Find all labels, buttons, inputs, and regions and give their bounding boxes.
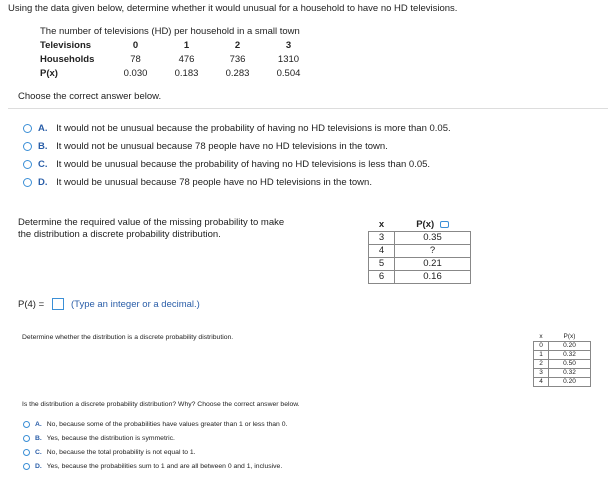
- cell-p: 0.20: [549, 342, 591, 351]
- option-text: It would be unusual because the probability of having no HD televisions is less than 0.05.: [56, 159, 431, 170]
- table-row: [534, 351, 591, 360]
- copy-icon[interactable]: [440, 221, 449, 228]
- cell-x: 3: [369, 232, 395, 245]
- discrete-option-c-radio[interactable]: [23, 449, 30, 456]
- discrete-option-b-radio[interactable]: [23, 435, 30, 442]
- table-cell: 2: [234, 40, 241, 51]
- row-label: P(x): [40, 68, 58, 79]
- cell-p: 0.32: [549, 351, 591, 360]
- cell-p: 0.21: [395, 258, 471, 271]
- table-cell: 476: [178, 54, 195, 65]
- header-px-label: P(x): [416, 219, 435, 230]
- option-text: It would not be unusual because 78 people have no HD televisions in the town.: [56, 141, 388, 152]
- answer-label: P(4) =: [18, 299, 45, 310]
- table-row: [369, 245, 471, 258]
- discrete-option-b[interactable]: [35, 434, 175, 443]
- table-cell: 3: [285, 40, 292, 51]
- table-row: [534, 360, 591, 369]
- divider: [8, 108, 608, 109]
- table-row: [369, 258, 471, 271]
- header-x: x: [369, 219, 395, 232]
- answer-input[interactable]: [52, 298, 64, 310]
- table-cell: 736: [229, 54, 246, 65]
- option-letter: B.: [35, 435, 42, 442]
- table-row: [40, 53, 314, 67]
- table-cell: 78: [130, 54, 141, 65]
- table-cell: 1310: [277, 54, 300, 65]
- option-text: It would not be unusual because the probability of having no HD televisions is more than 0.05.: [56, 123, 451, 134]
- instruction-text: Choose the correct answer below.: [18, 91, 162, 102]
- option-letter: C.: [38, 159, 48, 170]
- cell-p: 0.32: [549, 369, 591, 378]
- discrete-option-d-radio[interactable]: [23, 463, 30, 470]
- cell-p: ?: [395, 245, 471, 258]
- option-letter: A.: [35, 421, 42, 428]
- option-letter: D.: [38, 177, 48, 188]
- answer-hint: (Type an integer or a decimal.): [71, 299, 200, 310]
- table-cell: 0: [132, 40, 139, 51]
- option-c-radio[interactable]: [23, 160, 32, 169]
- header-px: P(x): [549, 333, 591, 342]
- cell-x: 1: [534, 351, 549, 360]
- table-cell: 0.504: [276, 68, 301, 79]
- option-b-radio[interactable]: [23, 142, 32, 151]
- option-letter: D.: [35, 463, 42, 470]
- table-row: [40, 39, 314, 53]
- option-text: It would be unusual because 78 people have no HD televisions in the town.: [56, 177, 372, 188]
- table-caption: The number of televisions (HD) per household in a small town: [40, 26, 300, 37]
- cell-x: 6: [369, 271, 395, 284]
- header-px: [395, 219, 471, 232]
- discrete-table: [533, 333, 591, 387]
- discrete-prompt: Determine whether the distribution is a discrete probability distribution.: [22, 334, 234, 341]
- header-x: x: [534, 333, 549, 342]
- cell-x: 5: [369, 258, 395, 271]
- table-cell: 1: [183, 40, 190, 51]
- cell-x: 2: [534, 360, 549, 369]
- discrete-option-d[interactable]: [35, 462, 282, 471]
- table-row: [534, 369, 591, 378]
- households-table: [40, 39, 314, 81]
- cell-x: 4: [534, 378, 549, 387]
- option-text: No, because the total probability is not equal to 1.: [46, 449, 196, 456]
- cell-p: 0.16: [395, 271, 471, 284]
- option-a-radio[interactable]: [23, 124, 32, 133]
- option-a[interactable]: [38, 123, 451, 135]
- option-c[interactable]: [38, 159, 430, 171]
- discrete-option-a-radio[interactable]: [23, 421, 30, 428]
- missing-prompt-line1: Determine the required value of the missing probability to make: [18, 217, 285, 228]
- option-text: No, because some of the probabilities have values greater than 1 or less than 0.: [46, 421, 288, 428]
- discrete-option-c[interactable]: [35, 448, 196, 457]
- option-text: Yes, because the distribution is symmetric.: [46, 435, 175, 442]
- table-header-row: [369, 219, 471, 232]
- table-row: [369, 271, 471, 284]
- option-b[interactable]: [38, 141, 388, 153]
- table-cell: 0.183: [174, 68, 199, 79]
- table-cell: 0.030: [123, 68, 148, 79]
- option-d[interactable]: [38, 177, 372, 189]
- table-row: [369, 232, 471, 245]
- table-row: [534, 342, 591, 351]
- row-label: Televisions: [40, 40, 92, 51]
- option-letter: C.: [35, 449, 42, 456]
- cell-x: 0: [534, 342, 549, 351]
- cell-x: 3: [534, 369, 549, 378]
- discrete-question: Is the distribution a discrete probability distribution? Why? Choose the correct answer below.: [22, 401, 300, 408]
- option-letter: B.: [38, 141, 48, 152]
- table-row: [534, 378, 591, 387]
- row-label: Households: [40, 54, 95, 65]
- cell-x: 4: [369, 245, 395, 258]
- cell-p: 0.20: [549, 378, 591, 387]
- table-cell: 0.283: [225, 68, 250, 79]
- discrete-option-a[interactable]: [35, 420, 287, 429]
- question-text: Using the data given below, determine whether it would unusual for a household to have no HD televisions.: [8, 3, 458, 14]
- table-header-row: [534, 333, 591, 342]
- option-letter: A.: [38, 123, 48, 134]
- option-d-radio[interactable]: [23, 178, 32, 187]
- cell-p: 0.50: [549, 360, 591, 369]
- option-text: Yes, because the probabilities sum to 1 and are all between 0 and 1, inclusive.: [46, 463, 283, 470]
- missing-prompt-line2: the distribution a discrete probability distribution.: [18, 229, 221, 240]
- cell-p: 0.35: [395, 232, 471, 245]
- missing-prob-table: [368, 219, 471, 284]
- table-row: [40, 67, 314, 81]
